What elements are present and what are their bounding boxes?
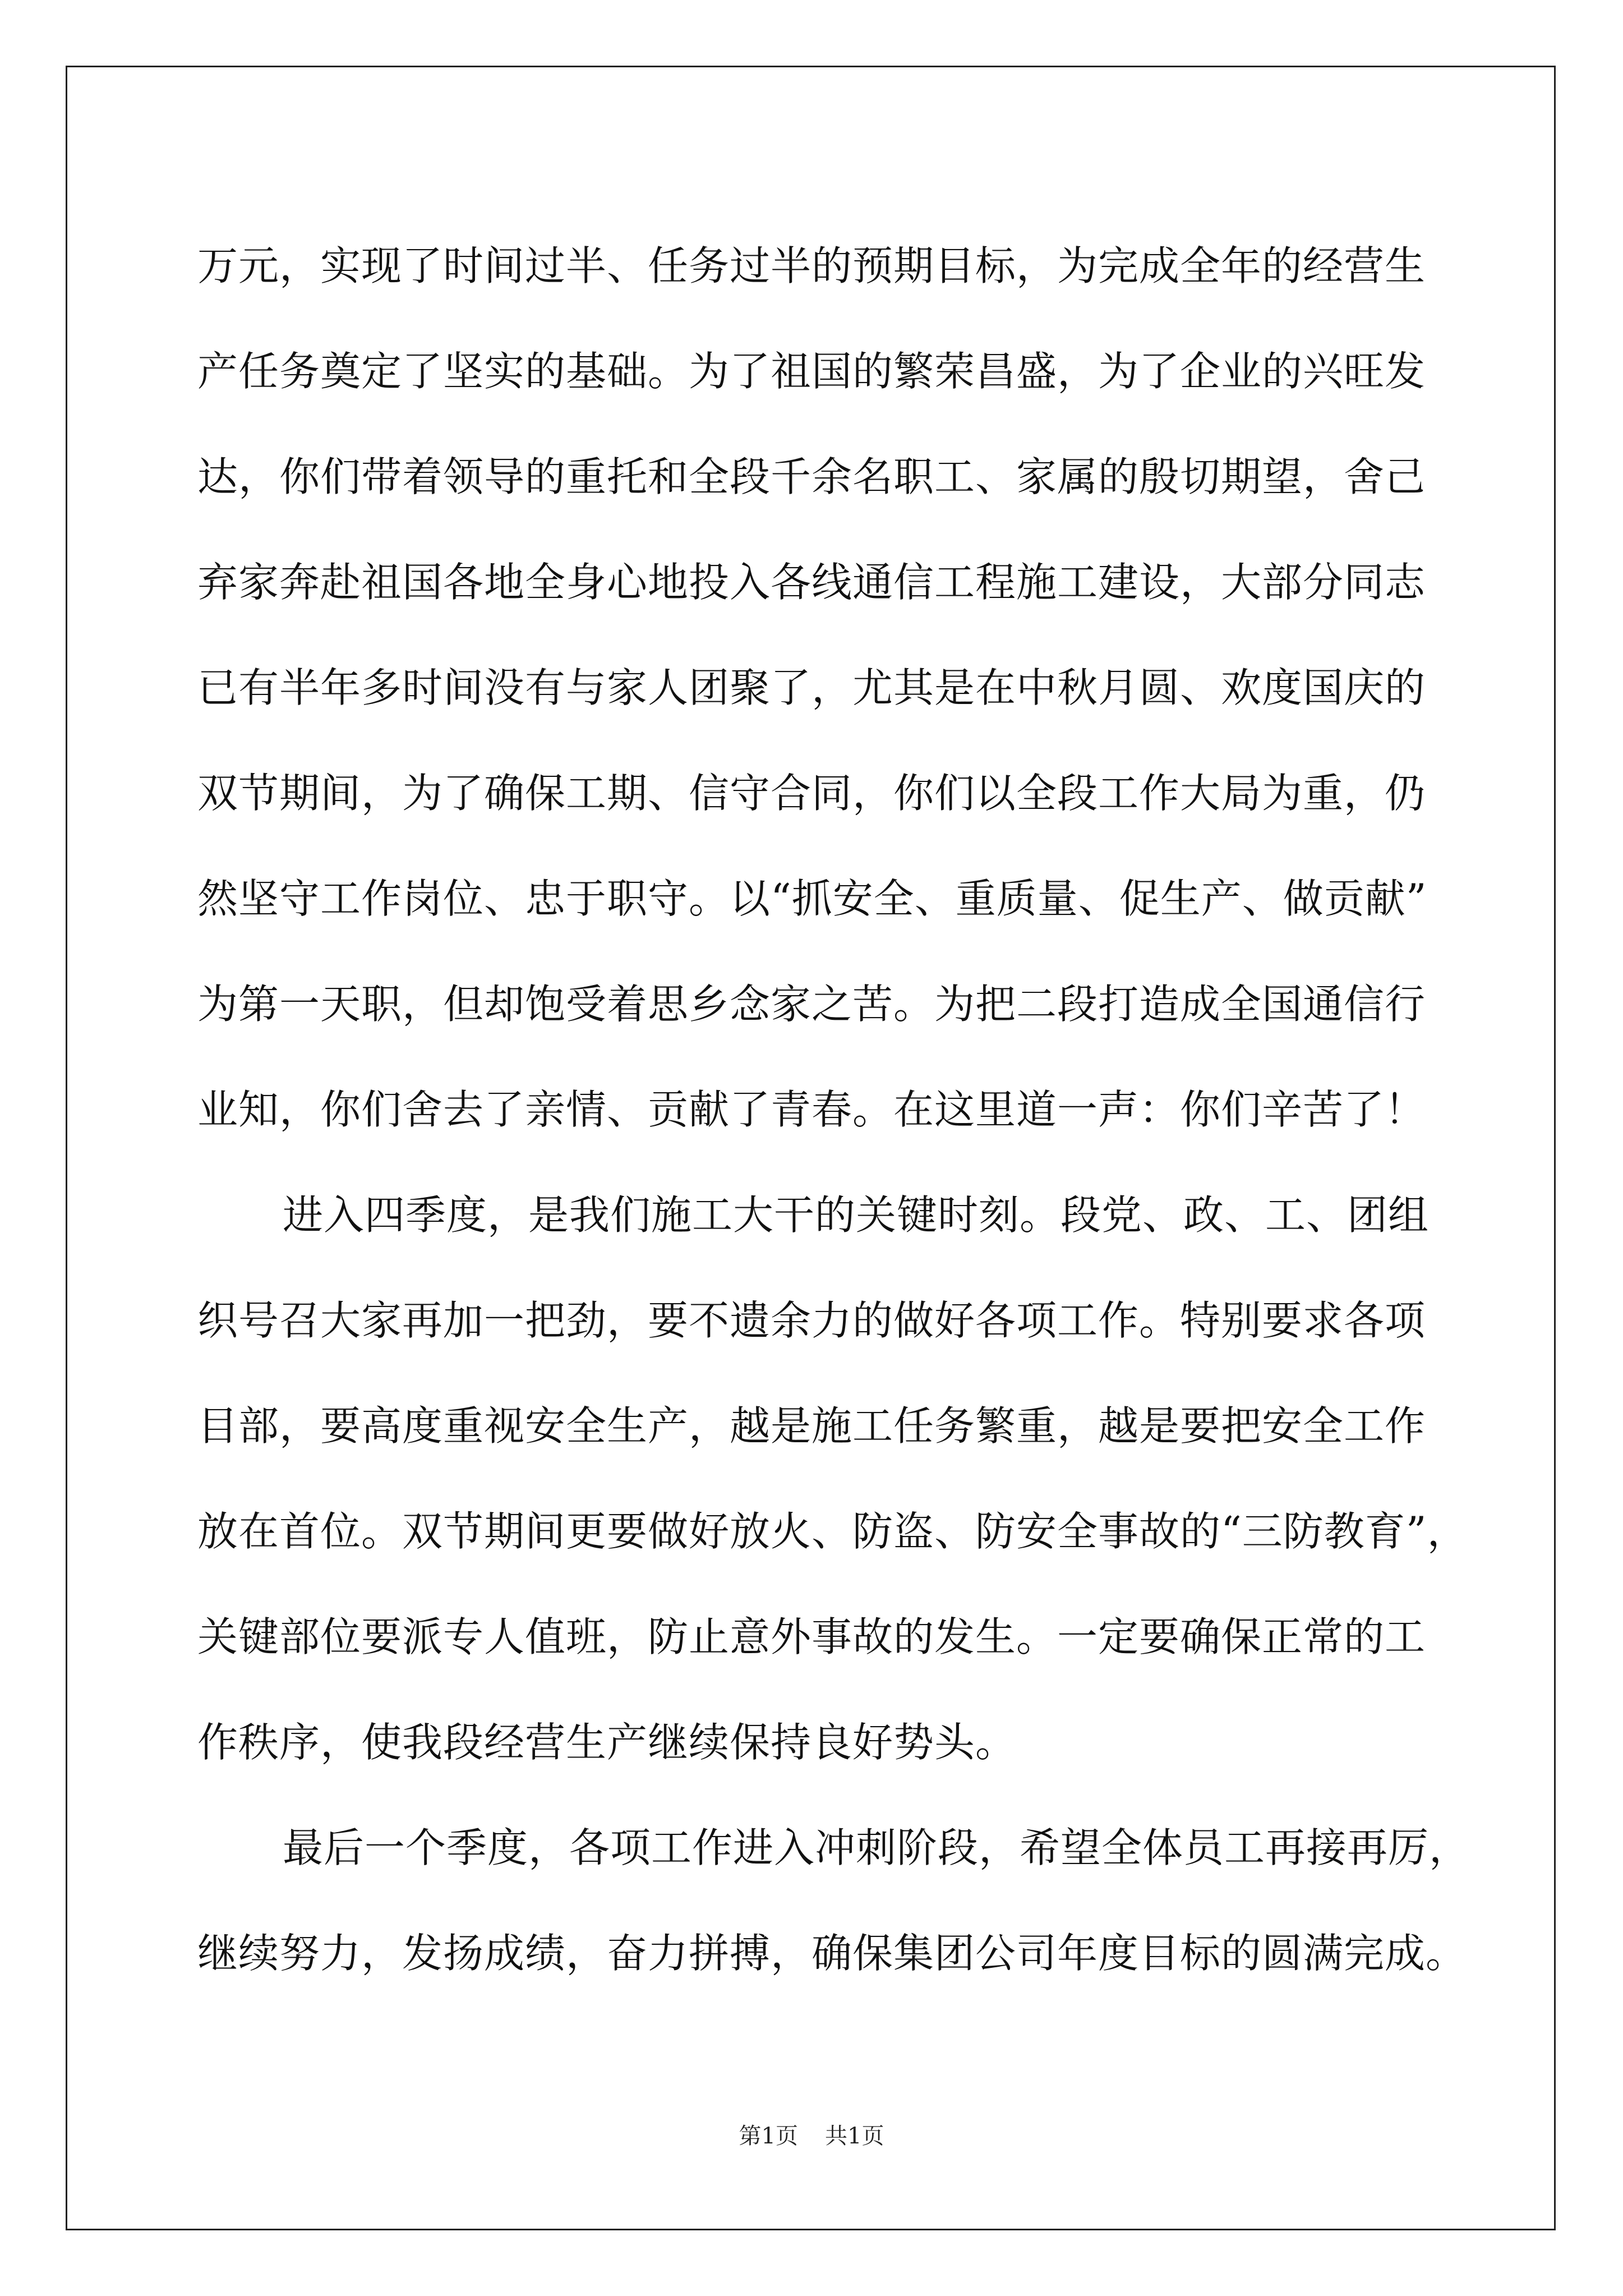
- text-line-8: 为第一天职，但却饱受着思乡念家之苦。为把二段打造成全国通信行: [197, 981, 1426, 1028]
- document-body: [197, 213, 1470, 2006]
- text-line-6: 双节期间，为了确保工期、信守合同，你们以全段工作大局为重，仍: [197, 770, 1426, 817]
- text-line-2: 产任务奠定了坚实的基础。为了祖国的繁荣昌盛，为了企业的兴旺发: [197, 348, 1426, 395]
- text-line-12: 目部，要高度重视安全生产，越是施工任务繁重，越是要把安全工作: [197, 1402, 1426, 1450]
- text-line-15: 作秩序，使我段经营生产继续保持良好势头。: [197, 1719, 1017, 1766]
- page-footer: [0, 2119, 1623, 2153]
- text-line-16: 最后一个季度，各项工作进入冲刺阶段，希望全体员工再接再厉，: [283, 1824, 1470, 1871]
- text-line-10: 进入四季度，是我们施工大干的关键时刻。段党、政、工、团组: [283, 1191, 1430, 1239]
- text-line-7: 然坚守工作岗位、忠于职守。以“抓安全、重质量、促生产、做贡献”: [197, 875, 1427, 922]
- text-line-4: 弃家奔赴祖国各地全身心地投入各线通信工程施工建设，大部分同志: [197, 559, 1426, 606]
- text-line-5: 已有半年多时间没有与家人团聚了，尤其是在中秋月圆、欢度国庆的: [197, 664, 1426, 711]
- text-line-9: 业知，你们舍去了亲情、贡献了青春。在这里道一声：你们辛苦了！: [197, 1086, 1426, 1133]
- text-line-1: 万元，实现了时间过半、任务过半的预期目标，为完成全年的经营生: [197, 242, 1426, 289]
- text-line-14: 关键部位要派专人值班，防止意外事故的发生。一定要确保正常的工: [197, 1613, 1426, 1660]
- text-line-11: 织号召大家再加一把劲，要不遗余力的做好各项工作。特别要求各项: [197, 1297, 1426, 1344]
- page-total: 共1页: [825, 2123, 884, 2149]
- text-line-17: 继续努力，发扬成绩，奋力拼搏，确保集团公司年度目标的圆满完成。: [197, 1930, 1467, 1977]
- text-line-13: 放在首位。双节期间更要做好放火、防盗、防安全事故的“三防教育”，: [197, 1508, 1468, 1555]
- text-line-3: 达，你们带着领导的重托和全段千余名职工、家属的殷切期望，舍己: [197, 453, 1426, 500]
- page-number: 第1页: [739, 2123, 798, 2149]
